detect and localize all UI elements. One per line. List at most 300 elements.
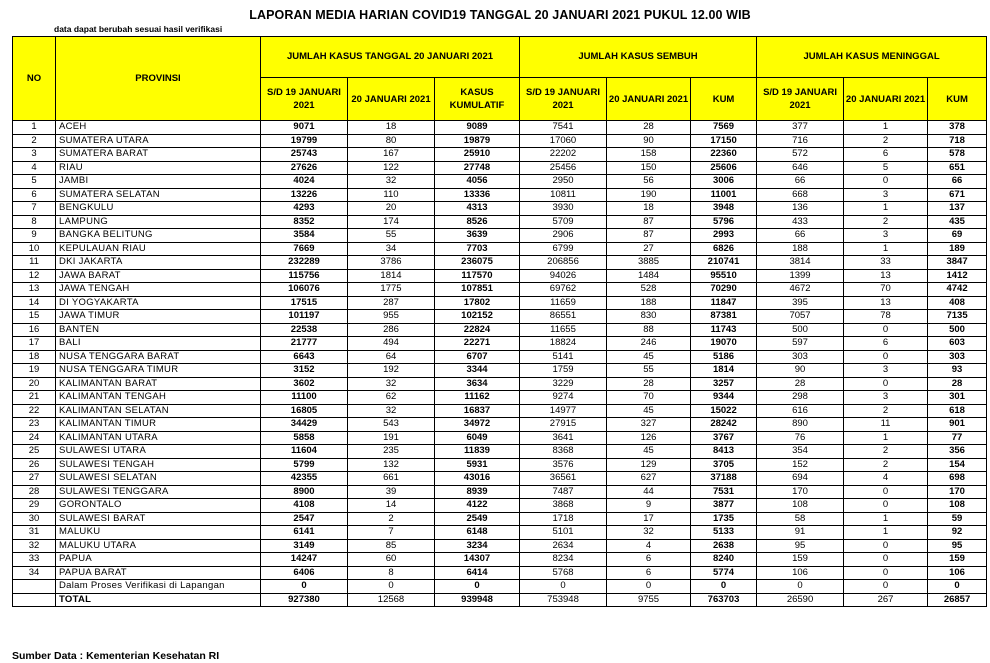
table-row [13,296,987,310]
cell: 8234 [520,553,607,567]
cell: 5768 [520,566,607,580]
cell: 9071 [261,121,348,135]
cell: 651 [928,161,987,175]
cell: 44 [607,485,691,499]
cell: 3 [844,364,928,378]
cell: 500 [757,323,844,337]
cell: 188 [607,296,691,310]
cell: 70 [607,391,691,405]
cell: 1484 [607,269,691,283]
cell: 2 [13,134,56,148]
cell: 1814 [691,364,757,378]
cell: Dalam Proses Verifikasi di Lapangan [56,580,261,594]
cell: 22202 [520,148,607,162]
cell: 2950 [520,175,607,189]
cell: 890 [757,418,844,432]
cell: 232289 [261,256,348,270]
cell: 1 [844,121,928,135]
table-row [13,580,987,594]
cell: 0 [844,499,928,513]
cell: 1 [13,121,56,135]
cell: 718 [928,134,987,148]
cell: 108 [757,499,844,513]
cell: 170 [757,485,844,499]
cell: 753948 [520,593,607,607]
cell: 93 [928,364,987,378]
cell: 17802 [435,296,520,310]
header-provinsi: PROVINSI [56,37,261,121]
cell: 3930 [520,202,607,216]
cell: 2634 [520,539,607,553]
cell: 94026 [520,269,607,283]
cell: 5858 [261,431,348,445]
cell: 8352 [261,215,348,229]
cell: 4108 [261,499,348,513]
cell: 1775 [348,283,435,297]
cell: SULAWESI TENGGARA [56,485,261,499]
cell: 11655 [520,323,607,337]
cell: 191 [348,431,435,445]
cell: 572 [757,148,844,162]
cell: 3229 [520,377,607,391]
cell: NUSA TENGGARA TIMUR [56,364,261,378]
cell: 8413 [691,445,757,459]
cell: 55 [607,364,691,378]
cell: 25606 [691,161,757,175]
cell: 32 [348,377,435,391]
cell: 6 [844,337,928,351]
cell: 15022 [691,404,757,418]
cell: 287 [348,296,435,310]
cell: 60 [348,553,435,567]
cell: 927380 [261,593,348,607]
table-row [13,431,987,445]
cell: 4056 [435,175,520,189]
cell: 3584 [261,229,348,243]
cell: 108 [928,499,987,513]
cell: 9 [607,499,691,513]
cell: 11659 [520,296,607,310]
cell: 32 [348,175,435,189]
cell: 55 [348,229,435,243]
header-sembuh-kum: KUM [691,78,757,121]
cell: 152 [757,458,844,472]
cell: 3705 [691,458,757,472]
cell: 19799 [261,134,348,148]
cell: 3641 [520,431,607,445]
cell: 2 [844,445,928,459]
cell: 158 [607,148,691,162]
report-title: LAPORAN MEDIA HARIAN COVID19 TANGGAL 20 JANUARI 2021 PUKUL 12.00 WIB [249,8,751,22]
table-row [13,215,987,229]
cell: 6406 [261,566,348,580]
cell: 27915 [520,418,607,432]
cell: 3576 [520,458,607,472]
table-row [13,161,987,175]
cell: 0 [844,566,928,580]
cell: 9 [13,229,56,243]
cell: 5709 [520,215,607,229]
cell: 188 [757,242,844,256]
cell: 129 [607,458,691,472]
cell: 8526 [435,215,520,229]
cell: 91 [757,526,844,540]
cell: 27 [607,242,691,256]
header-meninggal-jan20: 20 JANUARI 2021 [844,78,928,121]
cell: 122 [348,161,435,175]
cell: 106076 [261,283,348,297]
cell: 56 [607,175,691,189]
cell: 59 [928,512,987,526]
cell: 87 [607,215,691,229]
cell: 9344 [691,391,757,405]
cell: 3786 [348,256,435,270]
cell: 27 [13,472,56,486]
cell: LAMPUNG [56,215,261,229]
cell: 2638 [691,539,757,553]
table-row [13,526,987,540]
cell: 3602 [261,377,348,391]
cell: 3634 [435,377,520,391]
cell: 132 [348,458,435,472]
cell: 28 [607,377,691,391]
cell: 1735 [691,512,757,526]
cell: 1 [844,526,928,540]
cell: 8368 [520,445,607,459]
table-row [13,256,987,270]
cell: 7487 [520,485,607,499]
cell: KALIMANTAN TIMUR [56,418,261,432]
cell: 34 [13,566,56,580]
cell: 106 [928,566,987,580]
cell: 9274 [520,391,607,405]
verification-note: data dapat berubah sesuai hasil verifikasi [54,24,223,34]
cell: 206856 [520,256,607,270]
cell: 62 [348,391,435,405]
header-kasus-jan20: 20 JANUARI 2021 [348,78,435,121]
cell: KALIMANTAN UTARA [56,431,261,445]
cell: 77 [928,431,987,445]
cell: 694 [757,472,844,486]
cell: 267 [844,593,928,607]
cell: BANTEN [56,323,261,337]
cell: 6 [607,566,691,580]
header-meninggal-kum: KUM [928,78,987,121]
cell: 4313 [435,202,520,216]
cell: 627 [607,472,691,486]
cell: 1399 [757,269,844,283]
cell: 661 [348,472,435,486]
cell: 190 [607,188,691,202]
cell: 16 [13,323,56,337]
cell: 5 [844,161,928,175]
cell: 716 [757,134,844,148]
cell: 33 [844,256,928,270]
cell: 11 [844,418,928,432]
cell: GORONTALO [56,499,261,513]
cell: BANGKA BELITUNG [56,229,261,243]
cell: 698 [928,472,987,486]
cell: 3 [844,229,928,243]
cell: 69 [928,229,987,243]
cell: 3948 [691,202,757,216]
cell: 4 [13,161,56,175]
cell: 4742 [928,283,987,297]
cell: 0 [261,580,348,594]
cell: 8900 [261,485,348,499]
table-row [13,458,987,472]
cell: 22 [13,404,56,418]
cell: 28 [757,377,844,391]
cell: 2547 [261,512,348,526]
cell: 0 [691,580,757,594]
cell: 17060 [520,134,607,148]
cell: BENGKULU [56,202,261,216]
cell: 10811 [520,188,607,202]
cell: 45 [607,445,691,459]
cell: 43016 [435,472,520,486]
cell: 6414 [435,566,520,580]
table-row [13,377,987,391]
cell: JAWA TENGAH [56,283,261,297]
cell: 6826 [691,242,757,256]
cell: 435 [928,215,987,229]
table-row [13,553,987,567]
cell: 22538 [261,323,348,337]
table-row [13,323,987,337]
table-row [13,445,987,459]
cell: 2 [844,404,928,418]
cell: 23 [13,418,56,432]
data-source: Sumber Data : Kementerian Kesehatan RI [12,650,220,662]
cell: 18 [348,121,435,135]
cell: 5931 [435,458,520,472]
cell: 13336 [435,188,520,202]
cell: 11 [13,256,56,270]
cell [13,593,56,607]
cell: 8240 [691,553,757,567]
cell: 25910 [435,148,520,162]
cell: JAWA BARAT [56,269,261,283]
cell: 14 [13,296,56,310]
cell: 39 [348,485,435,499]
cell: 494 [348,337,435,351]
cell: 34 [348,242,435,256]
cell: 95510 [691,269,757,283]
cell: 395 [757,296,844,310]
cell: 6799 [520,242,607,256]
table-row [13,175,987,189]
cell: 31 [13,526,56,540]
cell: 10 [13,242,56,256]
table-row [13,310,987,324]
cell: 92 [928,526,987,540]
cell [13,580,56,594]
cell: 34972 [435,418,520,432]
cell: DKI JAKARTA [56,256,261,270]
cell: 0 [844,377,928,391]
cell: 0 [844,553,928,567]
cell: 25456 [520,161,607,175]
cell: 29 [13,499,56,513]
cell: 7569 [691,121,757,135]
cell: 8 [13,215,56,229]
cell: 28 [13,485,56,499]
cell: 86551 [520,310,607,324]
cell: 578 [928,148,987,162]
cell: 830 [607,310,691,324]
cell: 0 [844,323,928,337]
cell: 13 [844,269,928,283]
cell: 1412 [928,269,987,283]
table-row [13,512,987,526]
cell: SUMATERA SELATAN [56,188,261,202]
cell: 21 [13,391,56,405]
cell: 2906 [520,229,607,243]
cell: 174 [348,215,435,229]
cell: 6707 [435,350,520,364]
table-row [13,485,987,499]
cell: SULAWESI BARAT [56,512,261,526]
cell: 45 [607,404,691,418]
cell: 7 [348,526,435,540]
cell: MALUKU [56,526,261,540]
cell: 66 [757,175,844,189]
cell: 5186 [691,350,757,364]
cell: 3814 [757,256,844,270]
cell: 22360 [691,148,757,162]
cell: 3877 [691,499,757,513]
cell: 19879 [435,134,520,148]
cell: 2993 [691,229,757,243]
table-row [13,499,987,513]
cell: 0 [757,580,844,594]
cell: DI YOGYAKARTA [56,296,261,310]
cell: 192 [348,364,435,378]
cell: 18 [13,350,56,364]
cell: 13226 [261,188,348,202]
cell: 301 [928,391,987,405]
cell: 15 [13,310,56,324]
cell: 24 [13,431,56,445]
cell: 4 [844,472,928,486]
cell: 7669 [261,242,348,256]
cell: 150 [607,161,691,175]
cell: 64 [348,350,435,364]
cell: 36561 [520,472,607,486]
cell: 87381 [691,310,757,324]
cell: 170 [928,485,987,499]
cell: 3234 [435,539,520,553]
cell: JAWA TIMUR [56,310,261,324]
cell: 235 [348,445,435,459]
cell: 0 [844,580,928,594]
cell: 0 [844,485,928,499]
cell: 5796 [691,215,757,229]
total-row [13,593,987,607]
cell: 3885 [607,256,691,270]
cell: 0 [928,580,987,594]
cell: 210741 [691,256,757,270]
table-row [13,269,987,283]
cell: NUSA TENGGARA BARAT [56,350,261,364]
cell: TOTAL [56,593,261,607]
table-row [13,121,987,135]
cell: 21777 [261,337,348,351]
cell: 303 [757,350,844,364]
cell: 1 [844,512,928,526]
table-row [13,391,987,405]
cell: 6643 [261,350,348,364]
header-sembuh-jan20: 20 JANUARI 2021 [607,78,691,121]
cell: 356 [928,445,987,459]
cell: 14307 [435,553,520,567]
cell: 671 [928,188,987,202]
cell: 32 [607,526,691,540]
cell: 3868 [520,499,607,513]
cell: 0 [435,580,520,594]
cell: 6049 [435,431,520,445]
cell: 3767 [691,431,757,445]
cell: 126 [607,431,691,445]
cell: 95 [757,539,844,553]
cell: 7057 [757,310,844,324]
cell: 5133 [691,526,757,540]
cell: 110 [348,188,435,202]
cell: 4672 [757,283,844,297]
cell: 28242 [691,418,757,432]
header-meninggal-sd19: S/D 19 JANUARI 2021 [757,78,844,121]
cell: 1 [844,202,928,216]
cell: 618 [928,404,987,418]
cell: 18 [607,202,691,216]
cell: ACEH [56,121,261,135]
cell: SULAWESI SELATAN [56,472,261,486]
table-row [13,364,987,378]
cell: 286 [348,323,435,337]
cell: KALIMANTAN BARAT [56,377,261,391]
cell: 66 [928,175,987,189]
cell: 7531 [691,485,757,499]
table-row [13,242,987,256]
header-group-sembuh: JUMLAH KASUS SEMBUH [520,37,757,78]
cell: 22271 [435,337,520,351]
table-row [13,404,987,418]
header-kasus-kumulatif: KASUS KUMULATIF [435,78,520,121]
cell: 17150 [691,134,757,148]
cell: 14247 [261,553,348,567]
cell: 70 [844,283,928,297]
cell: 3 [844,391,928,405]
cell: 90 [757,364,844,378]
cell: KEPULAUAN RIAU [56,242,261,256]
cell: 11604 [261,445,348,459]
table-row [13,134,987,148]
cell: 19 [13,364,56,378]
cell: 3 [844,188,928,202]
cell: 6 [607,553,691,567]
cell: 26 [13,458,56,472]
cell: 0 [844,350,928,364]
cell: 1 [844,242,928,256]
cell: 7541 [520,121,607,135]
table-row [13,539,987,553]
cell: 12568 [348,593,435,607]
cell: 0 [607,580,691,594]
cell: 500 [928,323,987,337]
cell: 154 [928,458,987,472]
cell: 3 [13,148,56,162]
